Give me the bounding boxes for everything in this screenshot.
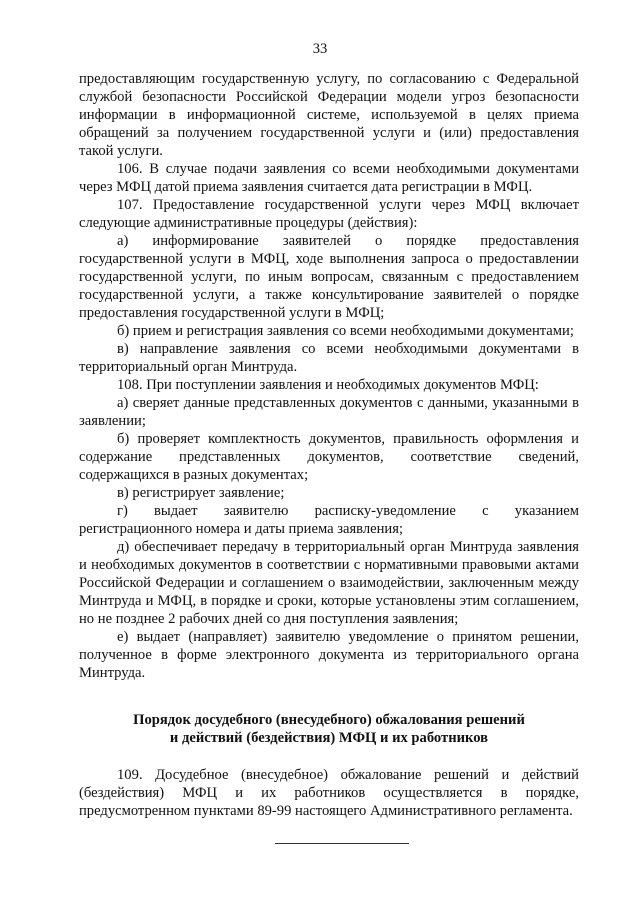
document-body [79,70,579,682]
section-heading-line-2: и действий (бездействия) МФЦ и их работников [169,730,489,746]
paragraph-107: 107. Предоставление государственной услуги через МФЦ включает следующие административные процедуры (действия): [79,197,579,231]
paragraph-continuation: предоставляющим государственную услугу, по согласованию с Федеральной службой безопасности Российской Федерации модели угроз безопасности информации в информационной системе, используемой в целях приема обращений за получением государственной услуги и (или) предоставления такой услуги. [79,71,579,159]
section-heading-line-1: Порядок досудебного (внесудебного) обжалования решений [133,712,525,728]
document-body-section [79,766,579,820]
paragraph-108-d: д) обеспечивает передачу в территориальный орган Минтруда заявления и необходимых документов в соответствии с нормативными правовыми актами Российской Федерации и соглашением о взаимодействии, заключенным между Минтруда и МФЦ, в порядке и сроки, которые установлены этим соглашением, но не позднее 2 рабочих дней со дня поступления заявления; [79,539,579,627]
footer-divider [275,843,409,844]
paragraph-109: 109. Досудебное (внесудебное) обжалование решений и действий (бездействия) МФЦ и их работников осуществляется в порядке, предусмотренном пунктами 89-99 настоящего Административного регламента. [79,767,579,819]
paragraph-108-v: в) регистрирует заявление; [117,485,285,501]
paragraph-108-g: г) выдает заявителю расписку-уведомление с указанием регистрационного номера и даты приема заявления; [79,503,579,537]
page-number: 33 [312,41,328,57]
paragraph-107-b: б) прием и регистрация заявления со всеми необходимыми документами; [117,323,574,339]
paragraph-108-e: е) выдает (направляет) заявителю уведомление о принятом решении, полученное в форме электронного документа из территориального органа Минтруда. [79,629,579,681]
paragraph-108-b: б) проверяет комплектность документов, правильность оформления и содержание представленных документов, соответствие сведений, содержащихся в разных документах; [79,431,579,483]
paragraph-107-v: в) направление заявления со всеми необходимыми документами в территориальный орган Минтруда. [79,341,579,375]
section-heading [79,711,579,747]
paragraph-108-a: а) сверяет данные представленных документов с данными, указанными в заявлении; [79,395,579,429]
paragraph-106: 106. В случае подачи заявления со всеми необходимыми документами через МФЦ датой приема заявления считается дата регистрации в МФЦ. [79,161,579,195]
paragraph-107-a: а) информирование заявителей о порядке предоставления государственной услуги в МФЦ, ходе выполнения запроса о предоставлении государственной услуги, по иным вопросам, связанным с предоставлением государственной услуги, а также консультирование заявителей о порядке предоставления государственной услуги в МФЦ; [79,233,579,321]
paragraph-108: 108. При поступлении заявления и необходимых документов МФЦ: [117,377,539,393]
